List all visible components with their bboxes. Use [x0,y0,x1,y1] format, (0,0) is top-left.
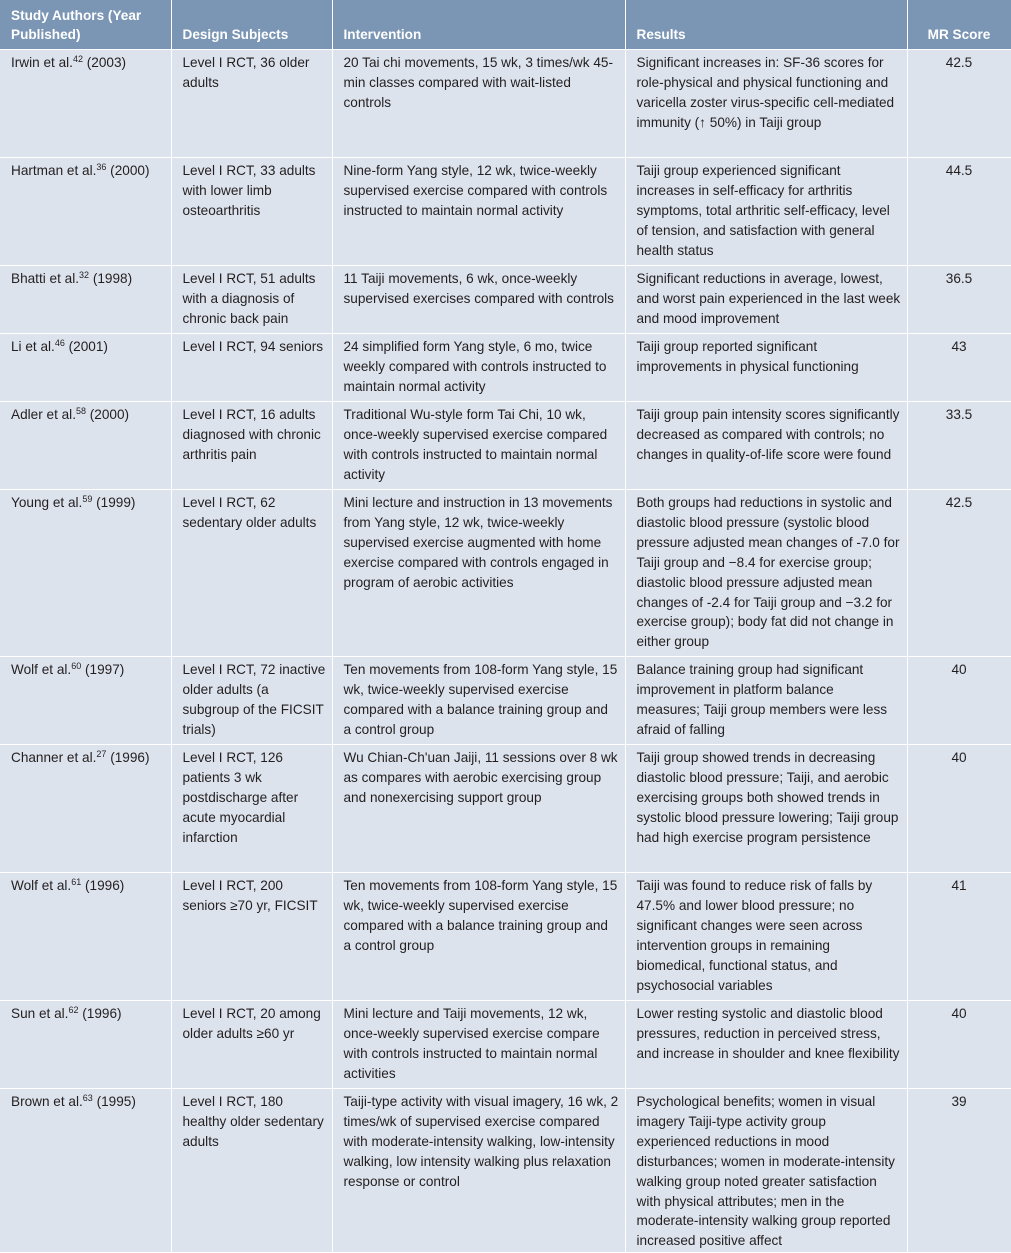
cell-design: Level I RCT, 16 adults diagnosed with chronic arthritis pain [171,402,332,490]
cell-design: Level I RCT, 126 patients 3 wk postdischarge after acute myocardial infarction [171,745,332,873]
cell-design: Level I RCT, 33 adults with lower limb osteoarthritis [171,158,332,266]
publication-year: (1995) [96,1094,136,1109]
cell-score: 40 [907,745,1011,873]
cell-results: Lower resting systolic and diastolic blood pressures, reduction in perceived stress, and increase in shoulder and knee flexibility [625,1001,907,1089]
reference-number: 62 [68,1005,79,1015]
author-name: Young et al. [11,495,83,510]
cell-results: Psychological benefits; women in visual imagery Taiji-type activity group experienced reductions in mood disturbances; women in moderate-intensity walking group noted greater satisfaction with physical attributes; men in the moderate-intensity walking group reported increased positive affect [625,1089,907,1253]
cell-score: 40 [907,1001,1011,1089]
cell-score: 43 [907,334,1011,402]
publication-year: (2000) [110,163,150,178]
cell-results: Taiji group showed trends in decreasing diastolic blood pressure; Taiji, and aerobic exercising groups both showed trends in systolic blood pressure lowering; Taiji group had high exercise program persistence [625,745,907,873]
cell-score: 42.5 [907,490,1011,657]
cell-results: Taiji was found to reduce risk of falls by 47.5% and lower blood pressure; no significant changes were seen across intervention groups in remaining biomedical, functional status, and psychosocial variables [625,873,907,1001]
author-name: Wolf et al. [11,878,72,893]
cell-intervention: Traditional Wu-style form Tai Chi, 10 wk, once-weekly supervised exercise compared with controls instructed to maintain normal activity [332,402,625,490]
cell-design: Level I RCT, 62 sedentary older adults [171,490,332,657]
publication-year: (2001) [68,339,108,354]
publication-year: (1996) [110,750,150,765]
publication-year: (1996) [82,1006,122,1021]
cell-authors [0,745,171,873]
author-name: Li et al. [11,339,55,354]
table-row [0,745,1011,873]
cell-authors [0,266,171,334]
cell-results: Taiji group experienced significant increases in self-efficacy for arthritis symptoms, total arthritic self-efficacy, level of tension, and satisfaction with general health status [625,158,907,266]
header-design: Design Subjects [171,0,332,50]
author-name: Hartman et al. [11,163,97,178]
author-name: Irwin et al. [11,55,73,70]
cell-intervention: Ten movements from 108-form Yang style, 15 wk, twice-weekly supervised exercise compared with a balance training group and a control group [332,873,625,1001]
cell-design: Level I RCT, 51 adults with a diagnosis of chronic back pain [171,266,332,334]
publication-year: (2003) [86,55,127,70]
cell-score: 44.5 [907,158,1011,266]
cell-design: Level I RCT, 20 among older adults ≥60 yr [171,1001,332,1089]
cell-design: Level I RCT, 94 seniors [171,334,332,402]
cell-score: 36.5 [907,266,1011,334]
publication-year: (1997) [85,662,125,677]
cell-intervention: 20 Tai chi movements, 15 wk, 3 times/wk 45-min classes compared with wait-listed controls [332,50,625,158]
reference-number: 59 [82,494,93,504]
table-row [0,490,1011,657]
cell-intervention: Wu Chian-Ch'uan Jaiji, 11 sessions over 8 wk as compares with aerobic exercising group and nonexercising support group [332,745,625,873]
reference-number: 61 [71,877,82,887]
cell-authors [0,334,171,402]
cell-results: Both groups had reductions in systolic and diastolic blood pressure (systolic blood pressure adjusted mean changes of -7.0 for Taiji group and −8.4 for exercise group; diastolic blood pressure adjusted mean changes of -2.4 for Taiji group and −3.2 for exercise group); body fat did not change in either group [625,490,907,657]
author-name: Channer et al. [11,750,97,765]
publication-year: (2000) [89,407,130,422]
cell-score: 42.5 [907,50,1011,158]
cell-intervention: Nine-form Yang style, 12 wk, twice-weekly supervised exercise compared with controls instructed to maintain normal activity [332,158,625,266]
table-row [0,1089,1011,1253]
table-row [0,158,1011,266]
cell-score: 40 [907,657,1011,745]
cell-design: Level I RCT, 36 older adults [171,50,332,158]
author-name: Bhatti et al. [11,271,80,286]
reference-number: 63 [82,1093,93,1103]
cell-authors [0,490,171,657]
cell-authors [0,1001,171,1089]
reference-number: 36 [96,162,107,172]
cell-authors [0,1089,171,1253]
table-row [0,1001,1011,1089]
reference-number: 27 [96,749,107,759]
cell-score: 33.5 [907,402,1011,490]
cell-results: Taiji group pain intensity scores significantly decreased as compared with controls; no changes in quality-of-life score were found [625,402,907,490]
cell-authors [0,158,171,266]
cell-intervention: 11 Taiji movements, 6 wk, once-weekly supervised exercises compared with controls [332,266,625,334]
cell-results: Significant increases in: SF-36 scores for role-physical and physical functioning and varicella zoster virus-specific cell-mediated immunity (↑ 50%) in Taiji group [625,50,907,158]
cell-authors [0,402,171,490]
reference-number: 42 [72,54,83,64]
cell-design: Level I RCT, 72 inactive older adults (a subgroup of the FICSIT trials) [171,657,332,745]
cell-score: 39 [907,1089,1011,1253]
reference-number: 60 [71,661,82,671]
header-intervention: Intervention [332,0,625,50]
cell-authors [0,873,171,1001]
header-row [0,0,1011,50]
cell-results: Significant reductions in average, lowest, and worst pain experienced in the last week and mood improvement [625,266,907,334]
author-name: Adler et al. [11,407,76,422]
table-row [0,657,1011,745]
cell-results: Taiji group reported significant improvements in physical functioning [625,334,907,402]
cell-intervention: Taiji-type activity with visual imagery, 16 wk, 2 times/wk of supervised exercise compared with moderate-intensity walking, low-intensity walking, low intensity walking plus relaxation response or control [332,1089,625,1253]
publication-year: (1996) [85,878,125,893]
reference-number: 46 [54,338,65,348]
header-results: Results [625,0,907,50]
cell-intervention: Mini lecture and instruction in 13 movements from Yang style, 12 wk, twice-weekly supervised exercise augmented with home exercise compared with controls engaged in program of aerobic activities [332,490,625,657]
table-row [0,50,1011,158]
author-name: Wolf et al. [11,662,72,677]
author-name: Brown et al. [11,1094,83,1109]
table-row [0,873,1011,1001]
cell-intervention: Mini lecture and Taiji movements, 12 wk, once-weekly supervised exercise compare with controls instructed to maintain normal activities [332,1001,625,1089]
cell-design: Level I RCT, 200 seniors ≥70 yr, FICSIT [171,873,332,1001]
reference-number: 58 [75,406,86,416]
cell-design: Level I RCT, 180 healthy older sedentary adults [171,1089,332,1253]
cell-results: Balance training group had significant improvement in platform balance measures; Taiji group members were less afraid of falling [625,657,907,745]
reference-number: 32 [79,270,90,280]
cell-intervention: 24 simplified form Yang style, 6 mo, twice weekly compared with controls instructed to maintain normal activity [332,334,625,402]
cell-authors [0,657,171,745]
table-row [0,334,1011,402]
cell-intervention: Ten movements from 108-form Yang style, 15 wk, twice-weekly supervised exercise compared with a balance training group and a control group [332,657,625,745]
publication-year: (1998) [92,271,133,286]
table-row [0,402,1011,490]
publication-year: (1999) [96,495,136,510]
cell-score: 41 [907,873,1011,1001]
table-row [0,266,1011,334]
header-score: MR Score [907,0,1011,50]
cell-authors [0,50,171,158]
author-name: Sun et al. [11,1006,69,1021]
header-authors: Study Authors (Year Published) [0,0,171,50]
